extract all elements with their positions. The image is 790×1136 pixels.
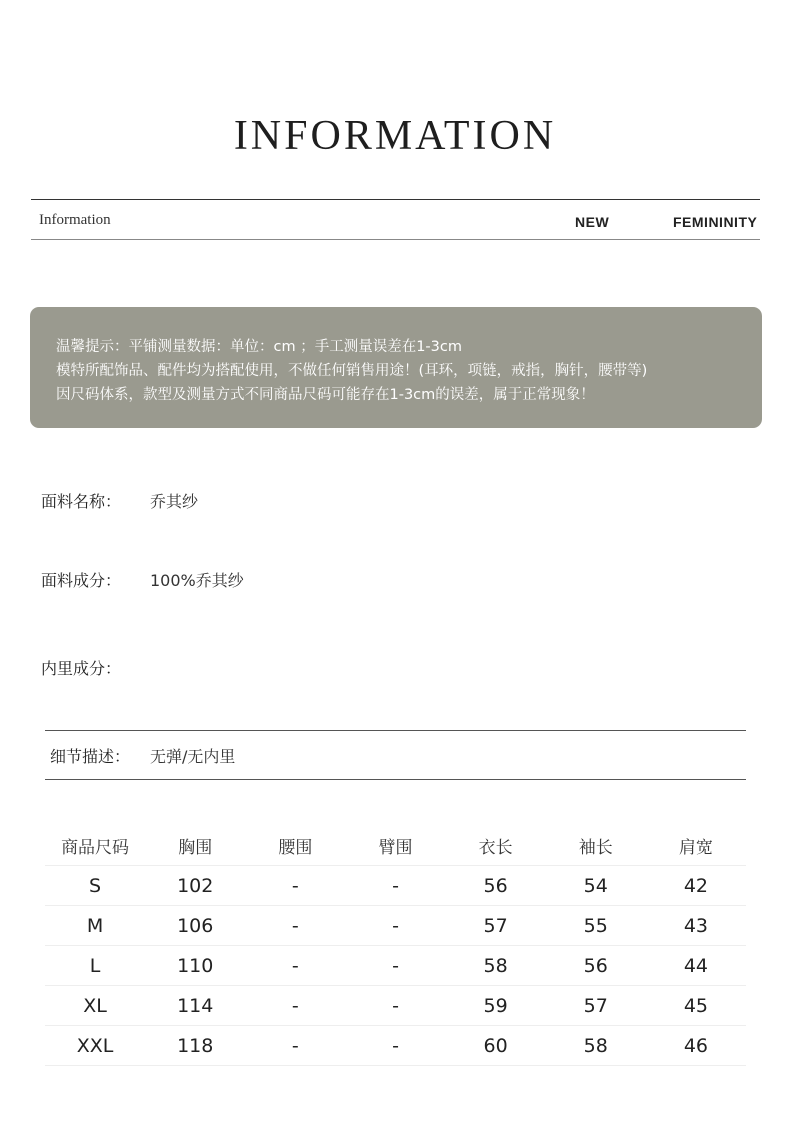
arm-header-cell: 臂围 — [345, 825, 445, 866]
new-tag: NEW — [575, 214, 610, 230]
table-cell: XXL — [45, 1026, 145, 1066]
table-row — [45, 946, 746, 986]
femininity-tag: FEMININITY — [673, 214, 758, 230]
length-header-cell: 衣长 — [446, 825, 546, 866]
table-row — [45, 866, 746, 906]
table-cell: 56 — [546, 946, 646, 986]
table-cell: 43 — [646, 906, 746, 946]
table-cell: 59 — [446, 986, 546, 1026]
sleeve-header-cell: 袖长 — [546, 825, 646, 866]
table-cell: 45 — [646, 986, 746, 1026]
table-cell: - — [245, 986, 345, 1026]
detail-divider-top — [45, 730, 746, 731]
notice-line: 温馨提示：平铺测量数据：单位：cm ；手工测量误差在1-3cm — [56, 339, 462, 355]
table-cell: 58 — [446, 946, 546, 986]
size-header-cell: 商品尺码 — [45, 825, 145, 866]
table-cell: 114 — [145, 986, 245, 1026]
waist-header-cell: 腰围 — [245, 825, 345, 866]
size-table — [45, 825, 746, 1066]
lining-composition-label: 内里成分： — [41, 659, 122, 678]
table-cell: 46 — [646, 1026, 746, 1066]
table-cell: 55 — [546, 906, 646, 946]
header-divider-top — [31, 199, 760, 200]
fabric-composition-label: 面料成分： — [41, 571, 122, 590]
table-cell: S — [45, 866, 145, 906]
table-cell: - — [245, 866, 345, 906]
table-row — [45, 906, 746, 946]
table-cell: 102 — [145, 866, 245, 906]
table-cell: - — [345, 1026, 445, 1066]
table-cell: - — [345, 946, 445, 986]
notice-box — [30, 307, 762, 428]
table-cell: 42 — [646, 866, 746, 906]
table-cell: 110 — [145, 946, 245, 986]
information-label: Information — [39, 212, 111, 228]
page-title: INFORMATION — [233, 113, 557, 159]
table-cell: - — [345, 906, 445, 946]
header-divider-bottom — [31, 239, 760, 240]
table-cell: L — [45, 946, 145, 986]
fabric-composition-value: 100%乔其纱 — [150, 571, 244, 590]
table-cell: 60 — [446, 1026, 546, 1066]
size-table-header-row — [45, 825, 746, 866]
table-cell: 58 — [546, 1026, 646, 1066]
detail-label: 细节描述： — [50, 747, 131, 766]
table-cell: 56 — [446, 866, 546, 906]
table-row — [45, 986, 746, 1026]
chest-header-cell: 胸围 — [145, 825, 245, 866]
table-cell: XL — [45, 986, 145, 1026]
fabric-name-value: 乔其纱 — [150, 492, 199, 511]
detail-divider-bottom — [45, 779, 746, 780]
notice-line: 因尺码体系，款型及测量方式不同商品尺码可能存在1-3cm的误差，属于正常现象！ — [56, 387, 595, 403]
notice-line: 模特所配饰品、配件均为搭配使用，不做任何销售用途！(耳环，项链，戒指，胸针，腰带等) — [56, 363, 648, 379]
detail-value: 无弹/无内里 — [150, 747, 236, 766]
shoulder-header-cell: 肩宽 — [646, 825, 746, 866]
table-cell: - — [245, 1026, 345, 1066]
table-cell: - — [345, 986, 445, 1026]
table-cell: 106 — [145, 906, 245, 946]
table-cell: - — [245, 906, 345, 946]
table-row — [45, 1026, 746, 1066]
table-cell: 57 — [446, 906, 546, 946]
table-cell: 57 — [546, 986, 646, 1026]
table-cell: - — [245, 946, 345, 986]
table-cell: 44 — [646, 946, 746, 986]
table-cell: M — [45, 906, 145, 946]
table-cell: - — [345, 866, 445, 906]
table-cell: 118 — [145, 1026, 245, 1066]
table-cell: 54 — [546, 866, 646, 906]
fabric-name-label: 面料名称： — [41, 492, 122, 511]
